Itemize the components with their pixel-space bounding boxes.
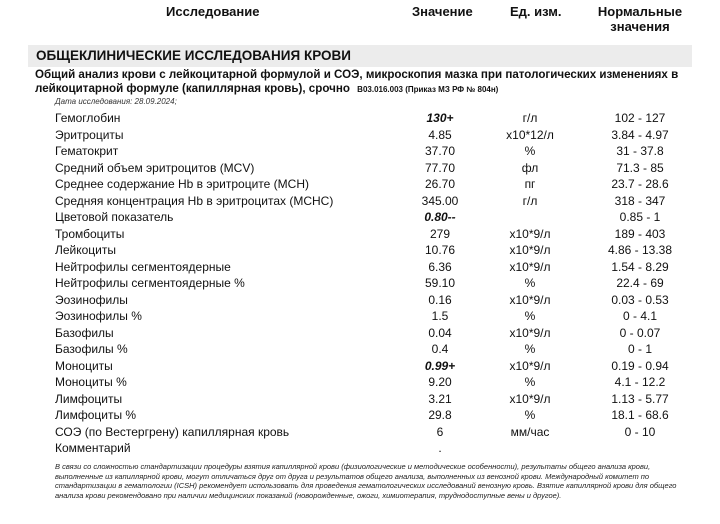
row-name: Эозинофилы bbox=[55, 292, 128, 307]
row-name: Лимфоциты % bbox=[55, 408, 137, 422]
row-unit: % bbox=[524, 408, 536, 422]
table-row bbox=[0, 242, 720, 259]
row-norm: 0 - 10 bbox=[624, 424, 656, 439]
results-table bbox=[0, 110, 720, 457]
row-unit: x10*9/л bbox=[509, 259, 551, 274]
header-unit: Ед. изм. bbox=[510, 4, 562, 19]
row-unit: x10*12/л bbox=[506, 127, 554, 142]
header-value: Значение bbox=[412, 4, 473, 19]
table-row bbox=[0, 391, 720, 408]
row-unit: x10*9/л bbox=[509, 292, 551, 307]
row-unit: % bbox=[524, 276, 536, 290]
analysis-name: Общий анализ крови с лейкоцитарной формулой и СОЭ, микроскопия мазка при патологических изменениях в лейкоцитарной формуле (капиллярная кровь), срочно bbox=[35, 68, 679, 95]
row-norm: 0 - 4.1 bbox=[622, 309, 658, 323]
row-value: 3.21 bbox=[428, 391, 452, 406]
row-value: 77.70 bbox=[424, 160, 456, 175]
analysis-title bbox=[35, 68, 700, 97]
table-row bbox=[0, 341, 720, 358]
row-norm: 18.1 - 68.6 bbox=[611, 408, 669, 422]
table-row bbox=[0, 275, 720, 292]
row-name: Тромбоциты bbox=[55, 226, 125, 241]
table-row bbox=[0, 143, 720, 160]
table-row bbox=[0, 193, 720, 210]
row-unit: г/л bbox=[522, 193, 538, 208]
header-test: Исследование bbox=[166, 4, 260, 19]
table-row bbox=[0, 110, 720, 127]
row-name: Гематокрит bbox=[55, 144, 119, 158]
row-name: Базофилы bbox=[55, 325, 114, 340]
row-value: 59.10 bbox=[424, 276, 456, 290]
row-norm: 0 - 0.07 bbox=[619, 325, 661, 340]
table-row bbox=[0, 160, 720, 177]
table-row bbox=[0, 176, 720, 193]
row-name: Моноциты bbox=[55, 358, 113, 373]
table-row bbox=[0, 259, 720, 276]
row-norm: 1.54 - 8.29 bbox=[611, 259, 669, 274]
row-name: Нейтрофилы сегментоядерные % bbox=[55, 276, 245, 290]
order-code: В03.016.003 (Приказ МЗ РФ № 804н) bbox=[357, 85, 499, 94]
row-name: Моноциты % bbox=[55, 375, 127, 389]
row-value: 29.8 bbox=[428, 408, 452, 422]
row-norm: 0.03 - 0.53 bbox=[611, 292, 669, 307]
row-norm: 31 - 37.8 bbox=[616, 144, 664, 158]
row-unit: x10*9/л bbox=[509, 391, 551, 406]
row-unit: % bbox=[524, 144, 536, 158]
row-norm: 71.3 - 85 bbox=[616, 160, 664, 175]
row-value: 279 bbox=[429, 226, 451, 241]
row-value: 345.00 bbox=[421, 193, 459, 208]
table-row bbox=[0, 325, 720, 342]
row-unit: % bbox=[524, 342, 536, 356]
header-norm-line2: значения bbox=[610, 19, 670, 34]
row-norm: 4.86 - 13.38 bbox=[607, 243, 673, 257]
row-name: Среднее содержание Hb в эритроците (MCH) bbox=[55, 177, 309, 191]
row-name: Цветовой показатель bbox=[55, 210, 174, 224]
row-value: 0.99+ bbox=[424, 358, 456, 373]
row-unit: г/л bbox=[522, 111, 538, 125]
table-row bbox=[0, 308, 720, 325]
table-row bbox=[0, 440, 720, 457]
row-value: 130+ bbox=[426, 111, 454, 125]
row-value: 26.70 bbox=[424, 177, 456, 191]
row-value: 0.4 bbox=[431, 342, 449, 356]
row-norm: 23.7 - 28.6 bbox=[611, 177, 669, 191]
row-value: 6.36 bbox=[428, 259, 452, 274]
row-norm: 4.1 - 12.2 bbox=[614, 375, 666, 389]
row-name: Эозинофилы % bbox=[55, 309, 142, 323]
row-value: 0.16 bbox=[428, 292, 452, 307]
row-value: 0.80-- bbox=[424, 210, 456, 224]
row-value: 9.20 bbox=[428, 375, 452, 389]
header-norm bbox=[590, 4, 690, 34]
row-norm: 3.84 - 4.97 bbox=[611, 127, 669, 142]
row-norm: 0.19 - 0.94 bbox=[611, 358, 669, 373]
row-name: Базофилы % bbox=[55, 342, 128, 356]
row-norm: 189 - 403 bbox=[614, 226, 666, 241]
row-norm: 318 - 347 bbox=[614, 193, 666, 208]
row-value: 4.85 bbox=[428, 127, 452, 142]
row-name: Средний объем эритроцитов (MCV) bbox=[55, 160, 255, 175]
row-name: Средняя концентрация Hb в эритроцитах (MCHC) bbox=[55, 193, 334, 208]
row-value: 0.04 bbox=[428, 325, 452, 340]
row-unit: % bbox=[524, 309, 536, 323]
row-unit: x10*9/л bbox=[509, 243, 551, 257]
row-norm: 1.13 - 5.77 bbox=[611, 391, 669, 406]
row-unit: пг bbox=[524, 177, 536, 191]
footnote: В связи со сложностью стандартизации процедуры взятия капиллярной крови (физиологические и методические особенности), результаты общего анализа крови, выполненные из капиллярной крови, могут отличаться друг от друга и результатов общего анализа, выполненных из венозной крови. Международный комитет по стандартизации в гематологии (ICSH) рекомендует использовать для проведения гематологических исследований венозную кровь. Взятие капиллярной крови для общего анализа крови рекомендовано при наличии медицинских показаний (новорожденные, ожоги, химиотерапия, труднодоступные вены и другое). bbox=[55, 462, 677, 500]
analysis-date: Дата исследования: 28.09.2024; bbox=[55, 97, 177, 106]
table-row bbox=[0, 407, 720, 424]
table-row bbox=[0, 358, 720, 375]
row-value: . bbox=[438, 441, 442, 455]
row-value: 1.5 bbox=[431, 309, 449, 323]
row-name: Нейтрофилы сегментоядерные bbox=[55, 259, 231, 274]
row-name: Эритроциты bbox=[55, 127, 124, 142]
table-row bbox=[0, 127, 720, 144]
column-headers bbox=[0, 4, 720, 34]
row-unit: x10*9/л bbox=[509, 226, 551, 241]
row-norm: 22.4 - 69 bbox=[616, 276, 664, 290]
row-name: Лейкоциты bbox=[55, 243, 117, 257]
table-row bbox=[0, 374, 720, 391]
header-norm-line1: Нормальные bbox=[597, 4, 683, 19]
table-row bbox=[0, 226, 720, 243]
row-value: 37.70 bbox=[424, 144, 456, 158]
row-name: Лимфоциты bbox=[55, 391, 123, 406]
row-name: Гемоглобин bbox=[55, 111, 121, 125]
section-title: ОБЩЕКЛИНИЧЕСКИЕ ИССЛЕДОВАНИЯ КРОВИ bbox=[28, 45, 692, 67]
row-name: СОЭ (по Вестергрену) капиллярная кровь bbox=[55, 424, 290, 439]
table-row bbox=[0, 292, 720, 309]
row-value: 6 bbox=[436, 424, 444, 439]
row-norm: 102 - 127 bbox=[614, 111, 666, 125]
row-name: Комментарий bbox=[55, 441, 131, 455]
row-unit: фл bbox=[521, 160, 539, 175]
table-row bbox=[0, 424, 720, 441]
row-value: 10.76 bbox=[424, 243, 456, 257]
row-norm: 0 - 1 bbox=[627, 342, 652, 356]
row-unit: x10*9/л bbox=[509, 325, 551, 340]
row-unit: % bbox=[524, 375, 536, 389]
row-norm: 0.85 - 1 bbox=[619, 210, 661, 224]
row-unit: мм/час bbox=[510, 424, 550, 439]
row-unit: x10*9/л bbox=[509, 358, 551, 373]
table-row bbox=[0, 209, 720, 226]
